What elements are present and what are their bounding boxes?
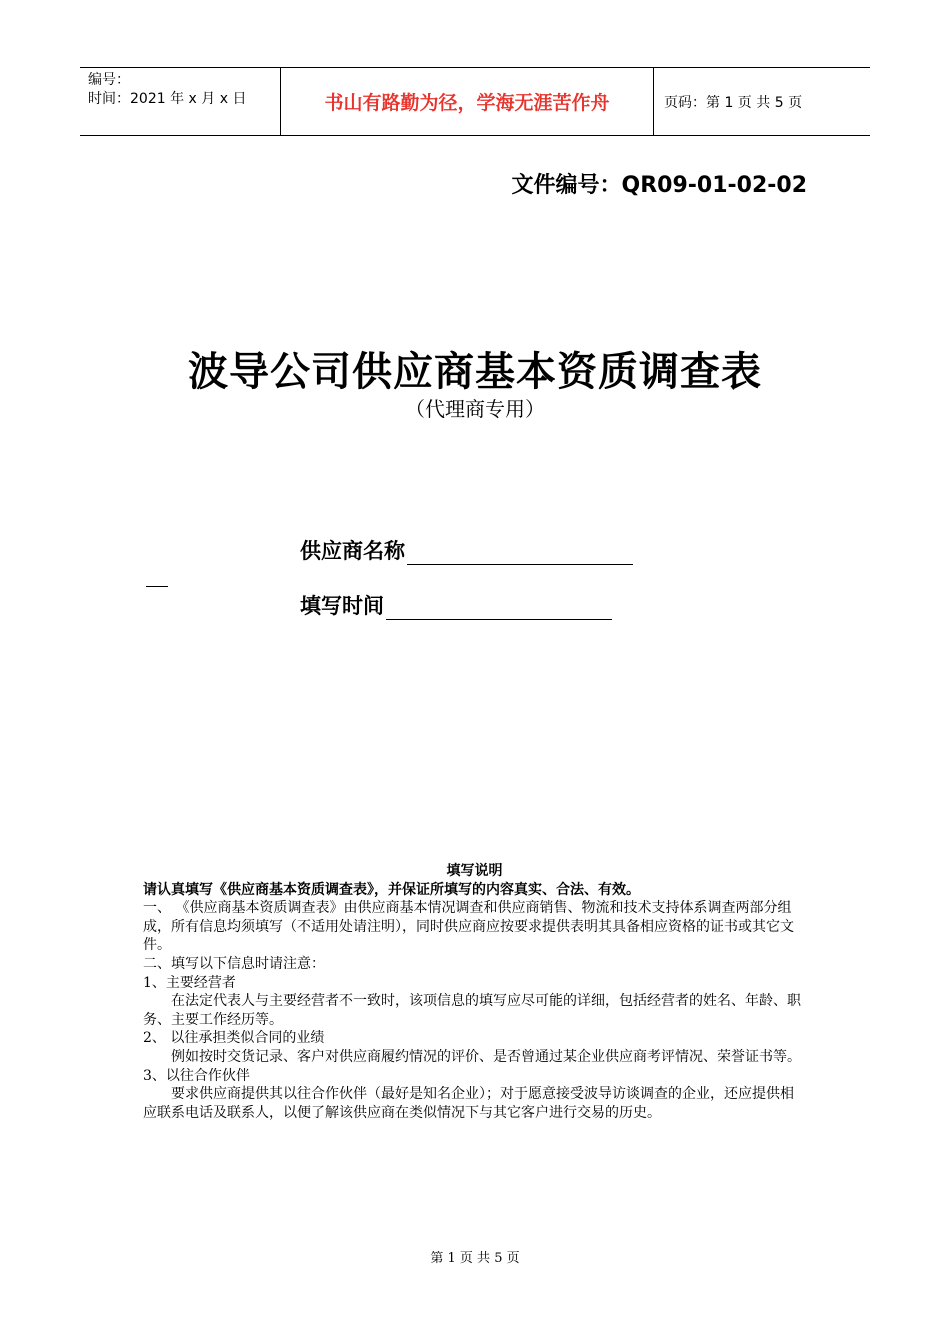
divider-dash xyxy=(146,586,168,587)
fill-time-label: 填写时间 xyxy=(300,594,384,618)
instructions-s1-body: 在法定代表人与主要经营者不一致时，该项信息的填写应尽可能的详细，包括经营者的姓名、年龄、职务、主要工作经历等。 xyxy=(143,993,801,1028)
instructions-s3-body: 要求供应商提供其以往合作伙伴（最好是知名企业）；对于愿意接受波导访谈调查的企业，还应提供相应联系电话及联系人，以便了解该供应商在类似情况下与其它客户进行交易的历史。 xyxy=(143,1086,794,1121)
header-meta xyxy=(80,68,280,135)
page-header xyxy=(80,67,870,136)
instructions-s2-body: 例如按时交货记录、客户对供应商履约情况的评价、是否曾通过某企业供应商考评情况、荣誉证书等。 xyxy=(171,1048,801,1065)
instructions-s2-title: 2、 以往承担类似合同的业绩 xyxy=(143,1030,325,1047)
header-motto: 书山有路勤为径，学海无涯苦作舟 xyxy=(280,68,654,135)
header-number-label: 编号： xyxy=(88,72,130,88)
document-title: 波导公司供应商基本资质调查表 xyxy=(188,348,762,395)
document-number: 文件编号：QR09-01-02-02 xyxy=(511,173,807,198)
instructions-s3-title: 3、以往合作伙伴 xyxy=(143,1067,250,1084)
supplier-name-blank[interactable] xyxy=(407,542,633,565)
fill-time-blank[interactable] xyxy=(386,597,612,620)
instructions-section xyxy=(143,862,806,1122)
supplier-name-label: 供应商名称 xyxy=(300,539,405,563)
instructions-p2: 二、填写以下信息时请注意： xyxy=(143,955,325,972)
fill-time-field xyxy=(300,590,612,620)
page-footer: 第 1 页 共 5 页 xyxy=(430,1251,520,1266)
supplier-name-field xyxy=(300,535,633,565)
instructions-p1: 一、 《供应商基本资质调查表》由供应商基本情况调查和供应商销售、物流和技术支持体系调查两部分组成，所有信息均须填写（不适用处请注明），同时供应商应按要求提供表明其具备相应资格的证书或其它文件。 xyxy=(143,900,794,954)
header-time-label: 时间：2021 年 x 月 x 日 xyxy=(88,91,247,107)
instructions-title: 填写说明 xyxy=(446,863,503,879)
instructions-lead: 请认真填写《供应商基本资质调查表》，并保证所填写的内容真实、合法、有效。 xyxy=(143,881,640,898)
instructions-s1-title: 1、主要经营者 xyxy=(143,974,236,991)
header-page-info: 页码：第 1 页 共 5 页 xyxy=(664,94,803,111)
document-subtitle: （代理商专用） xyxy=(405,397,545,421)
